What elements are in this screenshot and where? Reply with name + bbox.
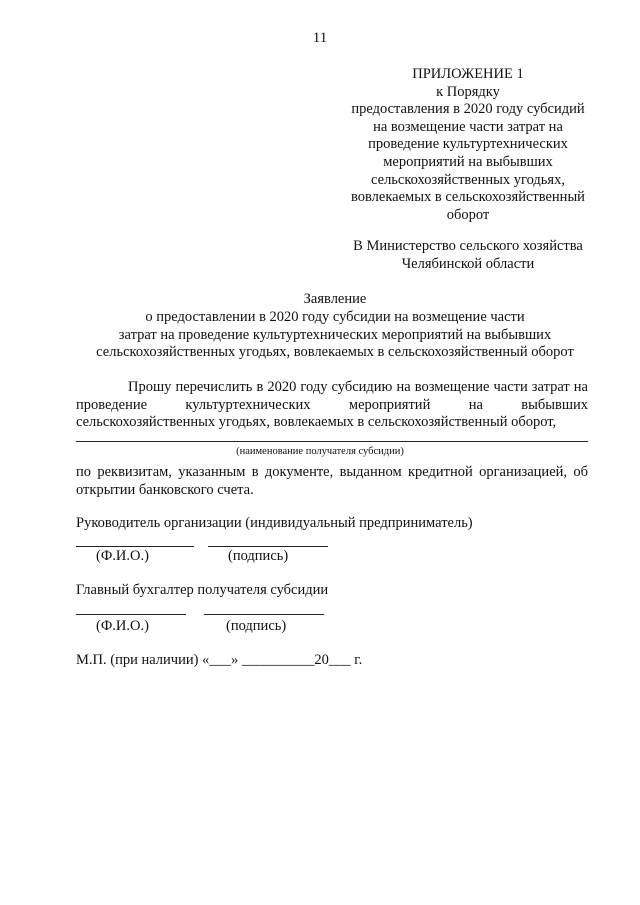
recipient-caption: (наименование получателя субсидии) (236, 446, 404, 457)
appendix-line: предоставления в 2020 году субсидий (351, 101, 585, 118)
stamp-date-line: М.П. (при наличии) «___» __________20___ г. (76, 652, 363, 668)
head-name-line (76, 546, 194, 547)
appendix-block (318, 66, 618, 224)
head-name-label: (Ф.И.О.) (96, 548, 149, 564)
accountant-signature-label: (подпись) (226, 618, 287, 634)
accountant-title: Главный бухгалтер получателя субсидии (76, 582, 329, 598)
head-title: Руководитель организации (индивидуальный предприниматель) (76, 515, 473, 531)
accountant-signature-line (204, 614, 324, 615)
addressee-line: Челябинской области (401, 255, 535, 272)
page-number: 11 (312, 30, 328, 46)
appendix-title: ПРИЛОЖЕНИЕ 1 (412, 66, 524, 82)
head-signature-label: (подпись) (228, 548, 289, 564)
appendix-line: оборот (446, 206, 490, 223)
appendix-line: вовлекаемых в сельскохозяйственный (351, 189, 585, 206)
continuation-paragraph: по реквизитам, указанным в документе, выданном кредитной организацией, об открытии банковского счета. (76, 464, 588, 498)
accountant-name-line (76, 614, 186, 615)
request-paragraph: Прошу перечислить в 2020 году субсидию на возмещение части затрат на проведение культуртехнических мероприятий на выбывших сельскохозяйственных угодьях, вовлекаемых в сельскохозяйственный оборот, (76, 379, 588, 431)
accountant-name-label: (Ф.И.О.) (96, 618, 149, 634)
appendix-line: на возмещение части затрат на (373, 118, 563, 135)
recipient-name-line (76, 441, 588, 442)
appendix-line: мероприятий на выбывших (383, 153, 553, 170)
statement-subtitle-line: о предоставлении в 2020 году субсидии на возмещение части (145, 309, 525, 325)
head-signature-line (208, 546, 328, 547)
appendix-line: к Порядку (436, 83, 500, 100)
appendix-line: сельскохозяйственных угодьях, (371, 171, 565, 188)
statement-subtitle (70, 309, 600, 362)
appendix-line: проведение культуртехнических (368, 136, 568, 153)
statement-title: Заявление (303, 291, 367, 307)
addressee-block (318, 238, 618, 273)
statement-subtitle-line: затрат на проведение культуртехнических мероприятий на выбывших (118, 326, 552, 343)
statement-subtitle-line: сельскохозяйственных угодьях, вовлекаемых в сельскохозяйственный оборот (96, 344, 574, 361)
addressee-line: В Министерство сельского хозяйства (353, 238, 583, 254)
